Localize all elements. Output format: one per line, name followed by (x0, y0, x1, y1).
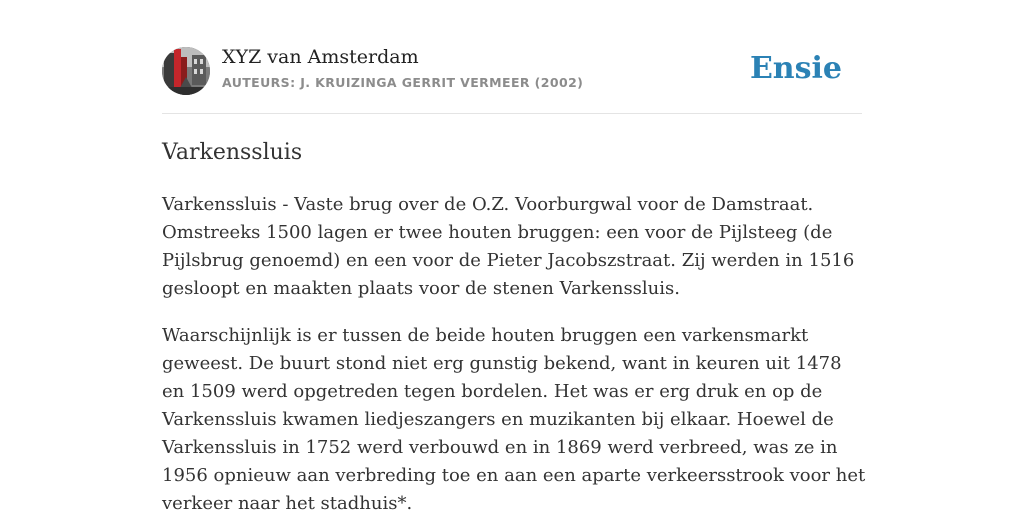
source-header (162, 46, 862, 96)
source-authors: AUTEURS: J. KRUIZINGA GERRIT VERMEER (2002) (222, 75, 584, 90)
source-title[interactable]: XYZ van Amsterdam (222, 46, 419, 68)
header-divider (162, 113, 862, 114)
street-photo-icon (162, 47, 210, 95)
entry-paragraph: Varkenssluis - Vaste brug over de O.Z. Voorburgwal voor de Damstraat. Omstreeks 1500 lagen er twee houten bruggen: een voor de Pijlsteeg (de Pijlsbrug genoemd) en een voor de Pieter Jacobszstraat. Zij werden in 1516 gesloopt en maakten plaats voor de stenen Varkenssluis. (162, 194, 855, 299)
entry-paragraph: Waarschijnlijk is er tussen de beide houten bruggen een varkensmarkt geweest. De buurt stond niet erg gunstig bekend, want in keuren uit 1478 en 1509 werd opgetreden tegen bordelen. Het was er erg druk en op de Varkenssluis kwamen liedjeszangers en muzikanten bij elkaar. Hoewel de Varkenssluis in 1752 werd verbouwd en in 1869 werd verbreed, was ze in 1956 opnieuw aan verbreding toe en aan een aparte verkeersstrook voor het verkeer naar het stadhuis*. (162, 325, 866, 512)
entry-content (162, 137, 867, 512)
source-avatar[interactable] (162, 47, 210, 95)
ensie-logo-link[interactable]: Ensie (749, 51, 842, 86)
entry-title: Varkenssluis (162, 140, 303, 165)
